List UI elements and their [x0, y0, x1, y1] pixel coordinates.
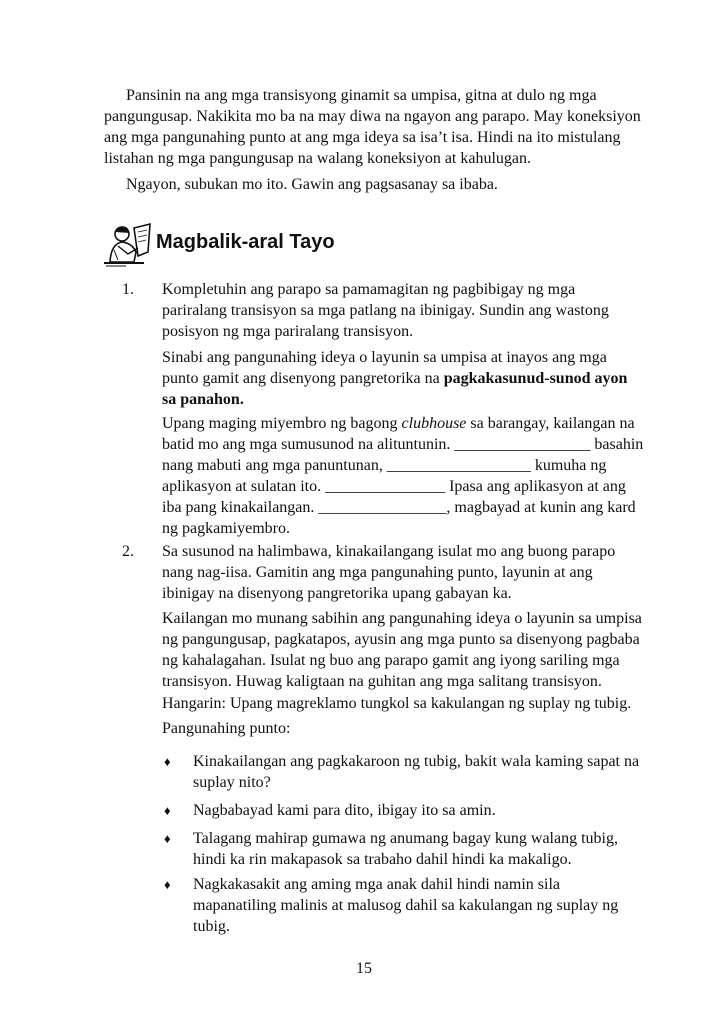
item1-para-italic: clubhouse [401, 415, 467, 432]
item-number-2: 2. [122, 543, 134, 560]
person-writing-icon [104, 222, 152, 268]
item1-para-b: sa barangay, kailangan na batid mo ang mga sumusunod na alituntunin. _________________ basahin nang mabuti ang mga panuntunan, __________________ kumuha ng aplikasyon at sulatan ito. _______________ Ipasa ang aplikasyon at ang iba pang kinakailangan. ________________, magbayad at kunin ang kard ng pagkamiyembro. [162, 415, 644, 537]
bullet-item-2: Nagbabayad kami para dito, ibigay ito sa amin. [193, 802, 496, 819]
diamond-bullet-icon: ♦ [164, 831, 171, 846]
item2-instruction: Sa susunod na halimbawa, kinakailangang isulat mo ang buong parapo nang nag-iisa. Gamitin ang mga pangunahing punto, layunin at ang ibinigay na disenyong pangretorika upang gabayan ka. [162, 543, 616, 602]
item2-punto-label: Pangunahing punto: [162, 720, 291, 737]
intro-paragraph: Pansinin na ang mga transisyong ginamit sa umpisa, gitna at dulo ng mga pangungusap. Nakikita mo ba na may diwa na ngayon ang parapo. May koneksiyon ang mga pangunahing punto at ang mga ideya sa isa’t isa. Hindi na ito mistulang listahan ng mga pangungusap na walang koneksiyon at kahulugan. [104, 87, 641, 167]
item1-context-lead: Sinabi ang pangunahing ideya o layunin sa umpisa at inayos ang mga punto gamit ang disenyong pangretorika na [162, 349, 607, 387]
bullet-item-3: Talagang mahirap gumawa ng anumang bagay kung walang tubig, hindi ka rin makapasok sa trabaho dahil hindi ka makaligo. [193, 830, 618, 868]
diamond-bullet-icon: ♦ [164, 803, 171, 818]
item1-context [162, 347, 644, 410]
item1-para-a: Upang maging miyembro ng bagong [162, 415, 402, 432]
bullet-item-1: Kinakailangan ang pagkakaroon ng tubig, bakit wala kaming sapat na suplay nito? [193, 753, 640, 791]
item1-context-bold: pagkakasunud-sunod ayon sa panahon. [162, 370, 628, 408]
item2-paragraph: Kailangan mo munang sabihin ang pangunahing ideya o layunin sa umpisa ng pangungusap, pagkatapos, ayusin ang mga punto sa disenyong pagbaba ng kahalagahan. Isulat ng buo ang parapo gamit ang iyong sariling mga transisyon. Huwag kaligtaan na guhitan ang mga salitang transisyon. [162, 610, 642, 690]
section-title: Magbalik-aral Tayo [156, 231, 335, 253]
diamond-bullet-icon: ♦ [164, 754, 171, 769]
section-heading [104, 222, 504, 266]
page-number: 15 [356, 960, 372, 977]
bullet-item-4: Nagkakasakit ang aming mga anak dahil hindi namin sila mapanatiling malinis at malusog dahil sa kakulangan ng suplay ng tubig. [193, 876, 619, 935]
item-number-1: 1. [122, 281, 134, 298]
item1-instruction: Kompletuhin ang parapo sa pamamagitan ng pagbibigay ng mga pariralang transisyon sa mga patlang na ibinigay. Sundin ang wastong posisyon ng mga pariralang transisyon. [162, 281, 609, 340]
diamond-bullet-icon: ♦ [164, 877, 171, 892]
item1-fill-paragraph [162, 413, 644, 539]
intro-instruction: Ngayon, subukan mo ito. Gawin ang pagsasanay sa ibaba. [126, 176, 498, 193]
item2-hangarin: Hangarin: Upang magreklamo tungkol sa kakulangan ng suplay ng tubig. [162, 695, 632, 712]
